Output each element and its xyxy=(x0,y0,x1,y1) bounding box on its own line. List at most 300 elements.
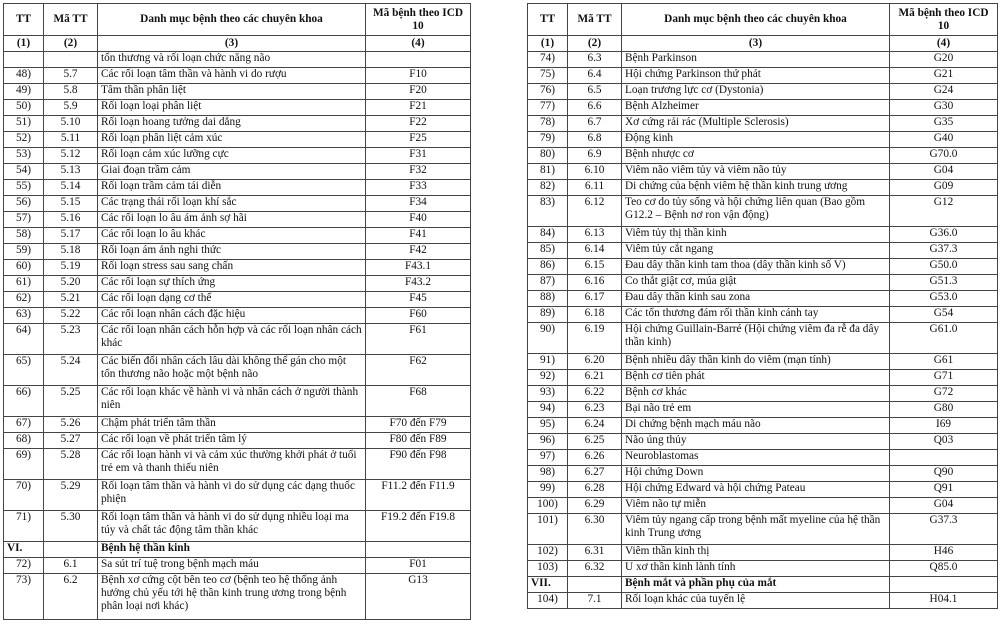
disease-table-left xyxy=(3,3,471,620)
row-number: 83) xyxy=(528,196,568,227)
row-code: 6.5 xyxy=(568,84,622,100)
row-code: 6.30 xyxy=(568,514,622,545)
table-row xyxy=(528,593,998,609)
table-body-left xyxy=(4,52,471,620)
disease-name: Bệnh Parkinson xyxy=(622,52,890,68)
disease-name: Rối loạn trầm cảm tái diễn xyxy=(98,180,366,196)
row-code: 6.12 xyxy=(568,196,622,227)
table-row xyxy=(528,482,998,498)
row-code xyxy=(568,577,622,593)
row-code: 6.22 xyxy=(568,386,622,402)
icd-code: Q91 xyxy=(890,482,998,498)
disease-name: Hội chứng Edward và hội chứng Pateau xyxy=(622,482,890,498)
row-number: VII. xyxy=(528,577,568,593)
row-number: 96) xyxy=(528,434,568,450)
row-number: 75) xyxy=(528,68,568,84)
table-row xyxy=(528,100,998,116)
row-code: 6.7 xyxy=(568,116,622,132)
row-number: 79) xyxy=(528,132,568,148)
row-code: 5.25 xyxy=(44,386,98,417)
row-number: 95) xyxy=(528,418,568,434)
disease-name: Bệnh nhược cơ xyxy=(622,148,890,164)
row-number: 61) xyxy=(4,276,44,292)
row-number: 63) xyxy=(4,308,44,324)
row-code: 5.22 xyxy=(44,308,98,324)
table-row xyxy=(528,434,998,450)
icd-code: Q85.0 xyxy=(890,561,998,577)
row-code: 5.8 xyxy=(44,84,98,100)
header-ma-tt: Mã TT xyxy=(568,4,622,36)
icd-code: F42 xyxy=(366,244,471,260)
table-row xyxy=(528,291,998,307)
row-number: 64) xyxy=(4,324,44,355)
row-number: 52) xyxy=(4,132,44,148)
table-row xyxy=(4,196,471,212)
disease-name: Loạn trương lực cơ (Dystonia) xyxy=(622,84,890,100)
disease-name: Não úng thủy xyxy=(622,434,890,450)
icd-code: G20 xyxy=(890,52,998,68)
icd-code: G21 xyxy=(890,68,998,84)
table-row xyxy=(528,148,998,164)
table-row xyxy=(528,243,998,259)
row-code xyxy=(44,52,98,68)
disease-name: Hội chứng Parkinson thứ phát xyxy=(622,68,890,84)
table-row xyxy=(4,433,471,449)
table-row xyxy=(528,84,998,100)
disease-name: Viêm não viêm tủy và viêm não tủy xyxy=(622,164,890,180)
row-number: 62) xyxy=(4,292,44,308)
header-danh-muc: Danh mục bệnh theo các chuyên khoa xyxy=(98,4,366,36)
icd-code: G30 xyxy=(890,100,998,116)
disease-name: Bệnh nhiều dây thần kinh do viêm (mạn tính) xyxy=(622,354,890,370)
disease-name: Các rối loạn nhân cách đặc hiệu xyxy=(98,308,366,324)
row-code: 5.11 xyxy=(44,132,98,148)
disease-name: Bệnh xơ cứng cột bên teo cơ (bệnh teo hệ thống ảnh hưởng chủ yếu tới hệ thần kinh trung ương trong bệnh phân loại nơi khác) xyxy=(98,574,366,620)
table-row xyxy=(528,68,998,84)
row-code: 5.14 xyxy=(44,180,98,196)
row-number: 81) xyxy=(528,164,568,180)
row-code: 6.10 xyxy=(568,164,622,180)
table-row xyxy=(4,574,471,620)
table-row xyxy=(4,511,471,542)
row-code: 5.24 xyxy=(44,355,98,386)
icd-code: G53.0 xyxy=(890,291,998,307)
table-row xyxy=(4,84,471,100)
table-row xyxy=(4,164,471,180)
row-code: 6.20 xyxy=(568,354,622,370)
icd-code: G40 xyxy=(890,132,998,148)
column-number: (4) xyxy=(890,36,998,52)
disease-name: Rối loạn cảm xúc lưỡng cực xyxy=(98,148,366,164)
row-number: 53) xyxy=(4,148,44,164)
icd-code: G35 xyxy=(890,116,998,132)
row-number: 101) xyxy=(528,514,568,545)
disease-name: Các rối loạn tâm thần và hành vi do rượu xyxy=(98,68,366,84)
row-code: 6.31 xyxy=(568,545,622,561)
column-number: (2) xyxy=(568,36,622,52)
icd-code xyxy=(366,52,471,68)
icd-code: G37.3 xyxy=(890,514,998,545)
table-row xyxy=(4,212,471,228)
disease-name: Bệnh cơ tiên phát xyxy=(622,370,890,386)
row-code xyxy=(44,542,98,558)
disease-name: Rối loạn phân liệt cảm xúc xyxy=(98,132,366,148)
disease-name: Các tổn thương đám rối thần kinh cánh tay xyxy=(622,307,890,323)
disease-name: Hội chứng Guillain-Barré (Hội chứng viêm đa rễ đa dây thần kinh) xyxy=(622,323,890,354)
table-row xyxy=(4,308,471,324)
row-code: 6.25 xyxy=(568,434,622,450)
row-number: 88) xyxy=(528,291,568,307)
row-code: 5.17 xyxy=(44,228,98,244)
table-row xyxy=(4,355,471,386)
icd-code: G61 xyxy=(890,354,998,370)
table-row xyxy=(528,116,998,132)
table-row xyxy=(4,180,471,196)
row-number: 51) xyxy=(4,116,44,132)
disease-name: Rối loạn hoang tưởng dai dẳng xyxy=(98,116,366,132)
row-number: 84) xyxy=(528,227,568,243)
row-code: 5.13 xyxy=(44,164,98,180)
row-code: 6.18 xyxy=(568,307,622,323)
section-header-row xyxy=(4,542,471,558)
table-row xyxy=(528,180,998,196)
table-row xyxy=(4,116,471,132)
row-code: 6.27 xyxy=(568,466,622,482)
row-number: 78) xyxy=(528,116,568,132)
row-code: 6.9 xyxy=(568,148,622,164)
disease-name: Rối loạn khác của tuyến lệ xyxy=(622,593,890,609)
row-number xyxy=(4,52,44,68)
table-row xyxy=(528,52,998,68)
disease-name: Neuroblastomas xyxy=(622,450,890,466)
row-number: 50) xyxy=(4,100,44,116)
row-number: 94) xyxy=(528,402,568,418)
row-number: 66) xyxy=(4,386,44,417)
icd-code: F68 xyxy=(366,386,471,417)
table-row xyxy=(4,276,471,292)
table-row xyxy=(528,323,998,354)
column-number: (3) xyxy=(98,36,366,52)
icd-code: F11.2 đến F11.9 xyxy=(366,480,471,511)
disease-name: Các rối loạn lo âu khác xyxy=(98,228,366,244)
icd-code: Q03 xyxy=(890,434,998,450)
header-tt: TT xyxy=(4,4,44,36)
icd-code: F20 xyxy=(366,84,471,100)
icd-code: G70.0 xyxy=(890,148,998,164)
row-number: 59) xyxy=(4,244,44,260)
row-number: 103) xyxy=(528,561,568,577)
row-number: 60) xyxy=(4,260,44,276)
row-code: 6.1 xyxy=(44,558,98,574)
table-row xyxy=(4,417,471,433)
table-row xyxy=(528,450,998,466)
disease-name: Các rối loạn hành vi và cảm xúc thường khởi phát ở tuổi trẻ em và thanh thiếu niên xyxy=(98,449,366,480)
row-number: 102) xyxy=(528,545,568,561)
row-number: 56) xyxy=(4,196,44,212)
header-row xyxy=(4,4,471,36)
row-number: 92) xyxy=(528,370,568,386)
icd-code: G37.3 xyxy=(890,243,998,259)
icd-code: F90 đến F98 xyxy=(366,449,471,480)
row-number: 80) xyxy=(528,148,568,164)
table-row xyxy=(4,449,471,480)
header-ma-tt: Mã TT xyxy=(44,4,98,36)
row-number: 74) xyxy=(528,52,568,68)
row-code: 6.23 xyxy=(568,402,622,418)
icd-code: G04 xyxy=(890,164,998,180)
table-body-right xyxy=(528,52,998,609)
icd-code: F60 xyxy=(366,308,471,324)
disease-name: Bệnh Alzheimer xyxy=(622,100,890,116)
disease-name: Rối loạn tâm thần và hành vi do sử dụng nhiều loại ma túy và chất tác động tâm thần khác xyxy=(98,511,366,542)
row-number: 100) xyxy=(528,498,568,514)
column-number: (3) xyxy=(622,36,890,52)
table-row xyxy=(528,386,998,402)
disease-name: Viêm tủy ngang cấp trong bệnh mất myeline của hệ thần kinh Trung ương xyxy=(622,514,890,545)
disease-name: Hội chứng Down xyxy=(622,466,890,482)
row-code: 5.7 xyxy=(44,68,98,84)
row-code: 6.29 xyxy=(568,498,622,514)
column-number: (1) xyxy=(528,36,568,52)
row-number: 99) xyxy=(528,482,568,498)
disease-name: Viêm tủy cắt ngang xyxy=(622,243,890,259)
row-number: 98) xyxy=(528,466,568,482)
disease-name: Động kinh xyxy=(622,132,890,148)
table-row xyxy=(4,324,471,355)
header-icd: Mã bệnh theo ICD 10 xyxy=(366,4,471,36)
row-code: 5.19 xyxy=(44,260,98,276)
disease-name: Đau dây thần kinh tam thoa (dây thần kinh số V) xyxy=(622,259,890,275)
icd-code: Q90 xyxy=(890,466,998,482)
disease-name: tổn thương và rối loạn chức năng não xyxy=(98,52,366,68)
row-code: 5.26 xyxy=(44,417,98,433)
table-row xyxy=(528,354,998,370)
row-number: 93) xyxy=(528,386,568,402)
icd-code: F34 xyxy=(366,196,471,212)
row-number: 72) xyxy=(4,558,44,574)
icd-code: F33 xyxy=(366,180,471,196)
disease-name: Giai đoạn trầm cảm xyxy=(98,164,366,180)
disease-name: Di chứng của bệnh viêm hệ thần kinh trung ương xyxy=(622,180,890,196)
disease-name: Di chứng bệnh mạch máu não xyxy=(622,418,890,434)
table-row xyxy=(4,52,471,68)
disease-name: Các rối loạn về phát triển tâm lý xyxy=(98,433,366,449)
table-row xyxy=(528,561,998,577)
row-number: 49) xyxy=(4,84,44,100)
row-code: 5.12 xyxy=(44,148,98,164)
table-row xyxy=(4,68,471,84)
table-row xyxy=(528,418,998,434)
icd-code xyxy=(890,577,998,593)
row-code: 5.30 xyxy=(44,511,98,542)
row-code: 6.4 xyxy=(568,68,622,84)
icd-code: F43.1 xyxy=(366,260,471,276)
row-number: 58) xyxy=(4,228,44,244)
row-number: VI. xyxy=(4,542,44,558)
icd-code: G51.3 xyxy=(890,275,998,291)
header-row xyxy=(528,4,998,36)
table-row xyxy=(4,148,471,164)
row-number: 97) xyxy=(528,450,568,466)
icd-code: G13 xyxy=(366,574,471,620)
icd-code: G50.0 xyxy=(890,259,998,275)
disease-name: Rối loạn loại phân liệt xyxy=(98,100,366,116)
disease-name: Tâm thần phân liệt xyxy=(98,84,366,100)
header-danh-muc: Danh mục bệnh theo các chuyên khoa xyxy=(622,4,890,36)
icd-code: G12 xyxy=(890,196,998,227)
icd-code: H46 xyxy=(890,545,998,561)
row-code: 6.26 xyxy=(568,450,622,466)
row-code: 7.1 xyxy=(568,593,622,609)
row-code: 6.11 xyxy=(568,180,622,196)
row-number: 90) xyxy=(528,323,568,354)
icd-code xyxy=(890,450,998,466)
icd-code: F41 xyxy=(366,228,471,244)
row-code: 6.2 xyxy=(44,574,98,620)
row-number: 71) xyxy=(4,511,44,542)
table-row xyxy=(528,307,998,323)
row-number: 57) xyxy=(4,212,44,228)
disease-name: U xơ thần kinh lành tính xyxy=(622,561,890,577)
disease-name: Bệnh mắt và phần phụ của mắt xyxy=(622,577,890,593)
disease-table-right xyxy=(527,3,998,609)
icd-code: F25 xyxy=(366,132,471,148)
row-number: 48) xyxy=(4,68,44,84)
section-header-row xyxy=(528,577,998,593)
table-row xyxy=(528,164,998,180)
icd-code: F40 xyxy=(366,212,471,228)
row-code: 6.17 xyxy=(568,291,622,307)
disease-name: Chậm phát triển tâm thần xyxy=(98,417,366,433)
table-row xyxy=(528,196,998,227)
icd-code: F43.2 xyxy=(366,276,471,292)
icd-code: F22 xyxy=(366,116,471,132)
icd-code: G71 xyxy=(890,370,998,386)
disease-name: Viêm não tự miễn xyxy=(622,498,890,514)
icd-code: G61.0 xyxy=(890,323,998,354)
table-row xyxy=(528,370,998,386)
row-number: 67) xyxy=(4,417,44,433)
disease-name: Rối loạn ám ảnh nghi thức xyxy=(98,244,366,260)
disease-name: Các trạng thái rối loạn khí sắc xyxy=(98,196,366,212)
row-code: 5.9 xyxy=(44,100,98,116)
header-icd: Mã bệnh theo ICD 10 xyxy=(890,4,998,36)
row-number: 77) xyxy=(528,100,568,116)
disease-name: Các biến đổi nhân cách lâu dài không thể gán cho một tổn thương não hoặc một bệnh não xyxy=(98,355,366,386)
table-row xyxy=(4,260,471,276)
row-code: 6.21 xyxy=(568,370,622,386)
column-number-row xyxy=(4,36,471,52)
icd-code: F01 xyxy=(366,558,471,574)
row-number: 54) xyxy=(4,164,44,180)
table-row xyxy=(528,259,998,275)
table-row xyxy=(528,514,998,545)
row-number: 104) xyxy=(528,593,568,609)
table-row xyxy=(4,558,471,574)
row-code: 5.15 xyxy=(44,196,98,212)
table-row xyxy=(4,292,471,308)
column-number: (2) xyxy=(44,36,98,52)
icd-code: F45 xyxy=(366,292,471,308)
icd-code: F70 đến F79 xyxy=(366,417,471,433)
icd-code: F19.2 đến F19.8 xyxy=(366,511,471,542)
row-code: 6.3 xyxy=(568,52,622,68)
row-code: 6.32 xyxy=(568,561,622,577)
row-code: 6.15 xyxy=(568,259,622,275)
row-code: 5.23 xyxy=(44,324,98,355)
icd-code: G54 xyxy=(890,307,998,323)
disease-name: Co thắt giật cơ, múa giật xyxy=(622,275,890,291)
row-number: 70) xyxy=(4,480,44,511)
disease-name: Bệnh cơ khác xyxy=(622,386,890,402)
table-row xyxy=(528,498,998,514)
row-number: 87) xyxy=(528,275,568,291)
icd-code: F80 đến F89 xyxy=(366,433,471,449)
icd-code: G24 xyxy=(890,84,998,100)
row-number: 69) xyxy=(4,449,44,480)
row-number: 65) xyxy=(4,355,44,386)
row-number: 86) xyxy=(528,259,568,275)
icd-code: H04.1 xyxy=(890,593,998,609)
icd-code: G36.0 xyxy=(890,227,998,243)
icd-code: F32 xyxy=(366,164,471,180)
table-row xyxy=(4,228,471,244)
disease-name: Teo cơ do tủy sống và hội chứng liên quan (Bao gồm G12.2 – Bệnh nơ ron vận động) xyxy=(622,196,890,227)
disease-name: Các rối loạn dạng cơ thể xyxy=(98,292,366,308)
icd-code: F21 xyxy=(366,100,471,116)
icd-code: G72 xyxy=(890,386,998,402)
table-row xyxy=(528,402,998,418)
row-number: 68) xyxy=(4,433,44,449)
icd-code: G80 xyxy=(890,402,998,418)
row-code: 6.24 xyxy=(568,418,622,434)
row-code: 6.13 xyxy=(568,227,622,243)
row-code: 6.8 xyxy=(568,132,622,148)
row-number: 89) xyxy=(528,307,568,323)
table-row xyxy=(528,132,998,148)
row-number: 76) xyxy=(528,84,568,100)
row-code: 6.16 xyxy=(568,275,622,291)
icd-code: F61 xyxy=(366,324,471,355)
disease-name: Xơ cứng rải rác (Multiple Sclerosis) xyxy=(622,116,890,132)
table-row xyxy=(4,386,471,417)
icd-code: G04 xyxy=(890,498,998,514)
disease-name: Bệnh hệ thần kinh xyxy=(98,542,366,558)
table-row xyxy=(528,545,998,561)
disease-name: Các rối loạn sự thích ứng xyxy=(98,276,366,292)
row-code: 6.14 xyxy=(568,243,622,259)
table-row xyxy=(528,466,998,482)
disease-name: Các rối loạn nhân cách hỗn hợp và các rối loạn nhân cách khác xyxy=(98,324,366,355)
row-number: 55) xyxy=(4,180,44,196)
row-number: 91) xyxy=(528,354,568,370)
disease-name: Rối loạn tâm thần và hành vi do sử dụng các dạng thuốc phiện xyxy=(98,480,366,511)
disease-name: Viêm thần kinh thị xyxy=(622,545,890,561)
row-code: 5.28 xyxy=(44,449,98,480)
table-row xyxy=(528,275,998,291)
table-row xyxy=(528,227,998,243)
header-tt: TT xyxy=(528,4,568,36)
table-row xyxy=(4,132,471,148)
column-number-row xyxy=(528,36,998,52)
disease-name: Đau dây thần kinh sau zona xyxy=(622,291,890,307)
disease-name: Các rối loạn khác về hành vi và nhân cách ở người thành niên xyxy=(98,386,366,417)
column-number: (1) xyxy=(4,36,44,52)
icd-code xyxy=(366,542,471,558)
row-code: 5.29 xyxy=(44,480,98,511)
row-number: 73) xyxy=(4,574,44,620)
column-number: (4) xyxy=(366,36,471,52)
